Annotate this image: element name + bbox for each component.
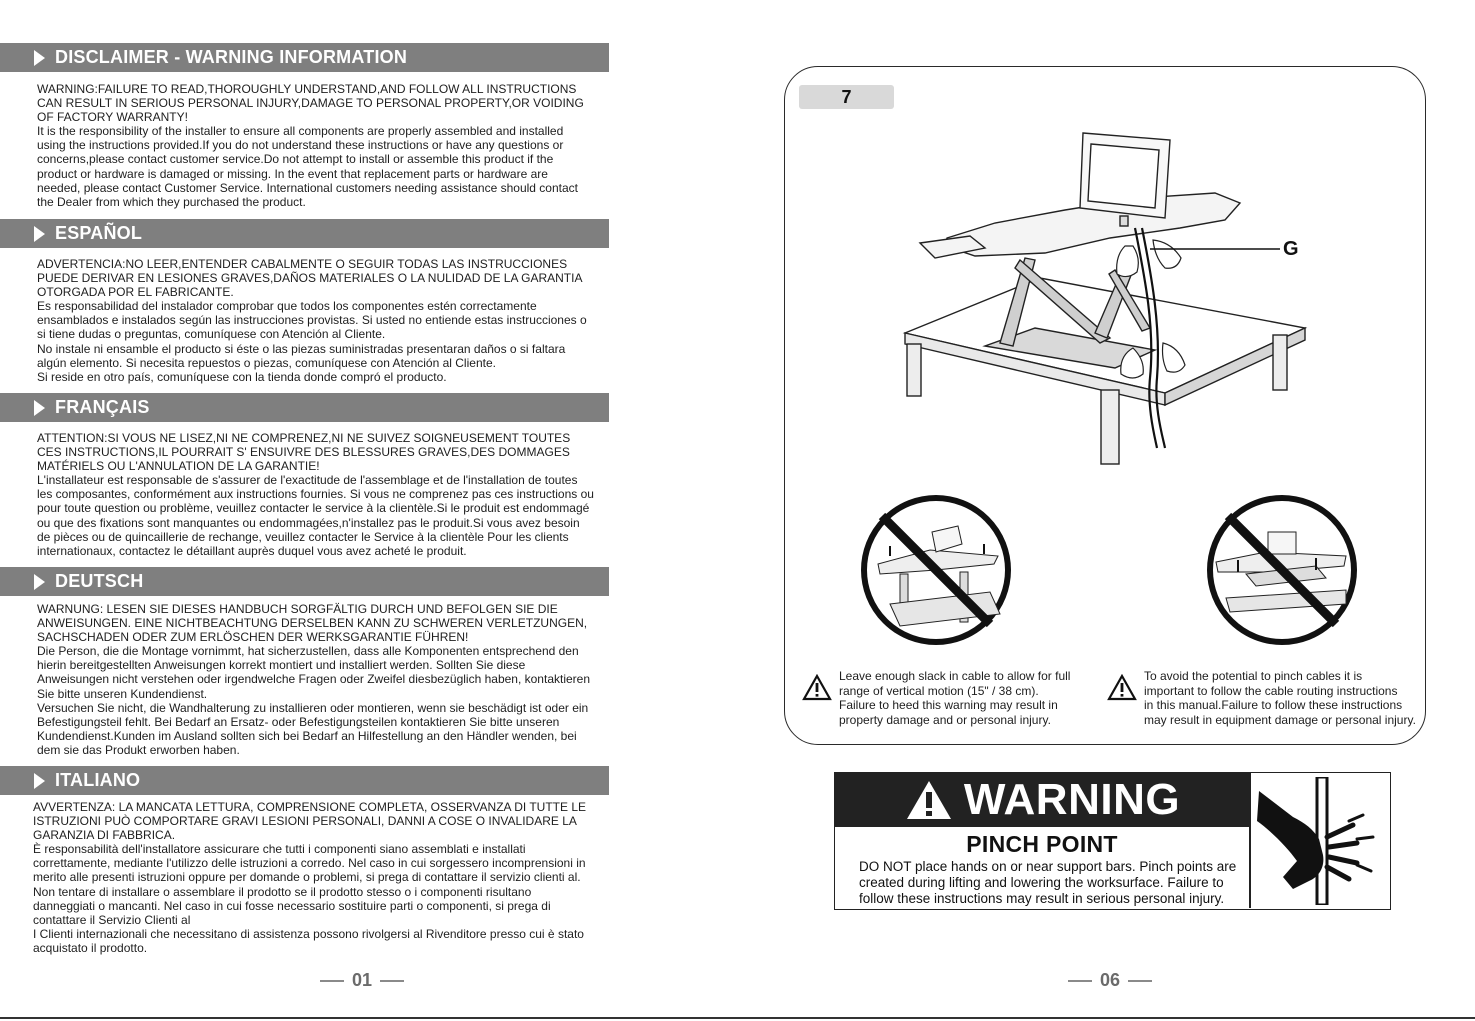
text-line: PUEDE DERIVAR EN LESIONES GRAVES,DAÑOS MATERIALES O LA NULIDAD DE LA GARANTIA	[37, 271, 583, 286]
text-line: using the instructions provided.If you do not understand these instructions or have any questions or	[37, 138, 564, 153]
text-line: AVVERTENZA: LA MANCATA LETTURA, COMPRENSIONE COMPLETA, OSSERVANZA DI TUTTE LE	[33, 800, 587, 814]
triangle-bullet-icon	[34, 226, 45, 242]
caution-triangle-icon	[802, 674, 832, 701]
dash-divider	[1128, 980, 1152, 982]
caution-line: Failure to heed this warning may result in	[839, 698, 1058, 712]
text-line: pour toute question ou problème, veuillez contacter le service à la clientèle.Si le produit est endommagé	[37, 501, 590, 516]
warning-divider	[1249, 773, 1251, 908]
caution-line: may result in equipment damage or personal injury.	[1144, 712, 1416, 727]
page-number-left	[320, 970, 404, 991]
step-number-tag: 7	[799, 85, 894, 109]
text-line: WARNUNG: LESEN SIE DIESES HANDBUCH SORGFÄLTIG DURCH UND BEFOLGEN SIE DIE	[37, 602, 558, 616]
text-line: si tiene dudas o preguntas, comuníquese con Atención al Cliente.	[37, 327, 386, 342]
warning-line: created during lifting and lowering the worksurface. Failure to	[859, 875, 1224, 890]
text-line: Befestigungsteil fehlt. Bei Bedarf an Ersatz- oder Befestigungsteilen kontaktieren Sie bitte unseren	[37, 714, 560, 729]
table-leg	[1273, 335, 1287, 390]
caution-note-left	[839, 669, 1099, 727]
text-line: concerns,please contact customer service.Do not attempt to install or assemble this product if the	[37, 152, 554, 167]
section-body-italiano	[33, 800, 607, 955]
section-title: FRANÇAIS	[55, 397, 150, 417]
text-line: de pièces ou de quincaillerie de rechange, veuillez contacter le Service à la clientèle Pour les clients	[37, 529, 569, 544]
text-line: needed, please contact Customer Service. International customers needing assistance should contact	[37, 180, 578, 195]
hand-illustration	[1117, 246, 1139, 277]
pinch-point-warning-label	[834, 772, 1391, 910]
section-title: DISCLAIMER - WARNING INFORMATION	[55, 47, 408, 67]
section-title: DEUTSCH	[55, 571, 144, 591]
text-line: Non tentare di installare o assemblare il prodotto se il prodotto stesso o i componenti risultano	[33, 884, 532, 899]
text-line: ADVERTENCIA:NO LEER,ENTENDER CABALMENTE O SEGUIR TODAS LAS INSTRUCCIONES	[37, 257, 568, 271]
text-line: Es responsabilidad del instalador comprobar que todos los componentes estén correctamente	[37, 299, 537, 314]
text-line: WARNING:FAILURE TO READ,THOROUGHLY UNDERSTAND,AND FOLLOW ALL INSTRUCTIONS	[37, 82, 577, 96]
section-title: ITALIANO	[55, 770, 141, 790]
prohibited-cable-slack-illustration	[860, 494, 1012, 646]
text-line: I Clienti internazionali che necessitano di assistenza possono rivolgersi al Rivenditore presso cui è stato	[33, 926, 584, 941]
text-line: L'installateur est responsable de s'assurer de l'exactitude de l'assemblage et de l'installation de toutes	[37, 473, 578, 488]
table-leg	[907, 344, 921, 396]
left-page	[0, 0, 612, 1021]
text-line: Sie bitte unseren Kundendienst.	[37, 686, 208, 701]
dash-divider	[1068, 980, 1092, 982]
table-leg	[1101, 390, 1119, 464]
page-number-text: 06	[1100, 970, 1121, 990]
section-body-disclaimer	[37, 82, 611, 209]
warning-heading: WARNING	[963, 775, 1181, 824]
text-line: acquistato il prodotto.	[33, 940, 148, 955]
section-body-espanol	[37, 257, 611, 384]
triangle-bullet-icon	[34, 50, 45, 66]
text-line: Si reside en otro país, comuníquese con la tienda donde compró el producto.	[37, 369, 447, 384]
text-line: GARANZIA DI FABBRICA.	[33, 828, 176, 843]
section-header-francais	[0, 393, 609, 422]
text-line: danneggiati o mancanti. Nel caso in cui fosse necessario sostituire parti o componenti, si prega di	[33, 898, 551, 913]
text-line: OF FACTORY WARRANTY!	[37, 110, 188, 125]
caution-line: Leave enough slack in cable to allow for full	[839, 669, 1071, 683]
text-line: No instale ni ensamble el producto si éste o las piezas suministradas presentaran daños o si faltara	[37, 341, 566, 356]
page-number-right	[1068, 970, 1152, 991]
text-line: Die Person, die die Montage vornimmt, hat sicherzustellen, dass alle Komponenten entsprechend den	[37, 644, 579, 659]
warning-line: follow these instructions may result in serious personal injury.	[859, 891, 1225, 906]
text-line: È responsabilità dell'installatore assicurare che tutti i componenti siano assemblati e installati	[33, 842, 526, 857]
triangle-bullet-icon	[34, 400, 45, 416]
text-line: correttamente, mediante l'utilizzo delle istruzioni a corredo. Nel caso in cui sorgessero incomprensioni in	[33, 856, 586, 871]
warning-triangle-icon	[904, 778, 954, 822]
text-line: ATTENTION:SI VOUS NE LISEZ,NI NE COMPRENEZ,NI NE SUIVEZ SOIGNEUSEMENT TOUTES	[37, 431, 571, 445]
section-header-italiano	[0, 766, 609, 795]
caution-line: To avoid the potential to pinch cables it is	[1144, 669, 1363, 683]
text-line: Anweisungen nicht verstehen oder irgendwelche Fragen oder Zweifel diesbezüglich haben, kontaktieren	[37, 672, 591, 687]
standing-desk-illustration	[895, 128, 1315, 473]
text-line: the Dealer from which they purchased the product.	[37, 194, 306, 209]
text-line: MATÉRIELS OU L'ANNULATION DE LA GARANTIE!	[37, 459, 320, 474]
text-line: ou que des fixations sont manquantes ou endommagées,n'installez pas le produit.Si vous avez besoin	[37, 515, 580, 530]
pinch-hand-icon	[1253, 777, 1387, 905]
text-line: ANWEISUNGEN. EINE NICHTBEACHTUNG DERSELBEN KANN ZU SCHWEREN VERLETZUNGEN,	[37, 616, 588, 631]
text-line: merito alle presenti istruzioni oppure per domande o problemi, si prega di contattare il servizio clienti al.	[33, 870, 581, 885]
text-line: dem sie das Produkt erworben haben.	[37, 742, 240, 757]
monitor-stand	[1120, 216, 1128, 226]
section-header-espanol	[0, 219, 609, 248]
triangle-bullet-icon	[34, 574, 45, 590]
text-line: hierin bereitgestellten Anweisungen korrekt montiert und installiert werden. Sollten Sie diese	[37, 658, 526, 673]
caution-line: in this manual.Failure to follow these instructions	[1144, 698, 1403, 712]
text-line: OTORGADA POR EL FABRICANTE.	[37, 285, 234, 300]
triangle-bullet-icon	[34, 773, 45, 789]
text-line: algún elemento. Si necesita repuestos o piezas, comuníquese con Atención al Cliente.	[37, 355, 496, 370]
prohibited-cable-pinch-illustration	[1206, 494, 1358, 646]
text-line: product or hardware is damaged or missing. In the event that replacement parts or hardware are	[37, 166, 548, 181]
warning-header	[835, 773, 1249, 827]
caution-line: property damage and or personal injury.	[839, 712, 1051, 727]
section-title: ESPAÑOL	[55, 223, 143, 243]
warning-subheading: PINCH POINT	[966, 831, 1118, 857]
text-line: CES INSTRUCTIONS,IL POURRAIT S' ENSUIVRE DES BLESSURES GRAVES,DES DOMMAGES	[37, 445, 570, 460]
caution-line: important to follow the cable routing instructions	[1144, 683, 1398, 698]
text-line: SACHSCHADEN ODER ZUM ERLÖSCHEN DER WERKSGARANTIE FÜHREN!	[37, 630, 469, 645]
section-header-deutsch	[0, 567, 609, 596]
text-line: It is the responsibility of the installer to ensure all components are properly assembled and installed	[37, 124, 564, 139]
text-line: les composantes, conformément aux instructions fournies. Si vous ne comprenez pas ces instructions ou	[37, 487, 594, 502]
section-header-disclaimer	[0, 43, 609, 72]
dash-divider	[380, 980, 404, 982]
text-line: contattare il Servizio Clienti al	[33, 912, 191, 927]
section-body-francais	[37, 431, 611, 558]
text-line: internationaux, contactez le détaillant auprès duquel vous avez acheté le produit.	[37, 543, 467, 558]
text-line: Kundendienst.Kunden im Ausland sollten sich bei Bedarf an Hilfestellung an den Händler wenden, bei	[37, 728, 577, 743]
section-body-deutsch	[37, 602, 611, 757]
text-line: ensamblados e instalados según las instrucciones provistas. Si usted no entiende estas instrucciones o	[37, 313, 587, 328]
bottom-rule	[0, 1017, 1475, 1019]
warning-line: DO NOT place hands on or near support bars. Pinch points are	[859, 859, 1237, 874]
text-line: ISTRUZIONI PUÒ COMPORTARE GRAVI LESIONI PERSONALI, DANNI A COSE O INVALIDARE LA	[33, 814, 577, 829]
hand-illustration	[1153, 240, 1181, 268]
part-label-g: G	[1283, 238, 1299, 260]
caution-note-right	[1144, 669, 1424, 727]
page-number-text: 01	[352, 970, 373, 990]
text-line: Versuchen Sie nicht, die Wandhalterung zu installieren oder montieren, wenn sie beschädigt ist oder ein	[37, 700, 589, 715]
text-line: CAN RESULT IN SERIOUS PERSONAL INJURY,DAMAGE TO PERSONAL PROPERTY,OR VOIDING	[37, 96, 584, 111]
warning-body	[859, 859, 1249, 907]
monitor-screen	[1088, 144, 1159, 208]
caution-triangle-icon	[1107, 674, 1137, 701]
caution-line: range of vertical motion (15" / 38 cm).	[839, 683, 1039, 698]
dash-divider	[320, 980, 344, 982]
